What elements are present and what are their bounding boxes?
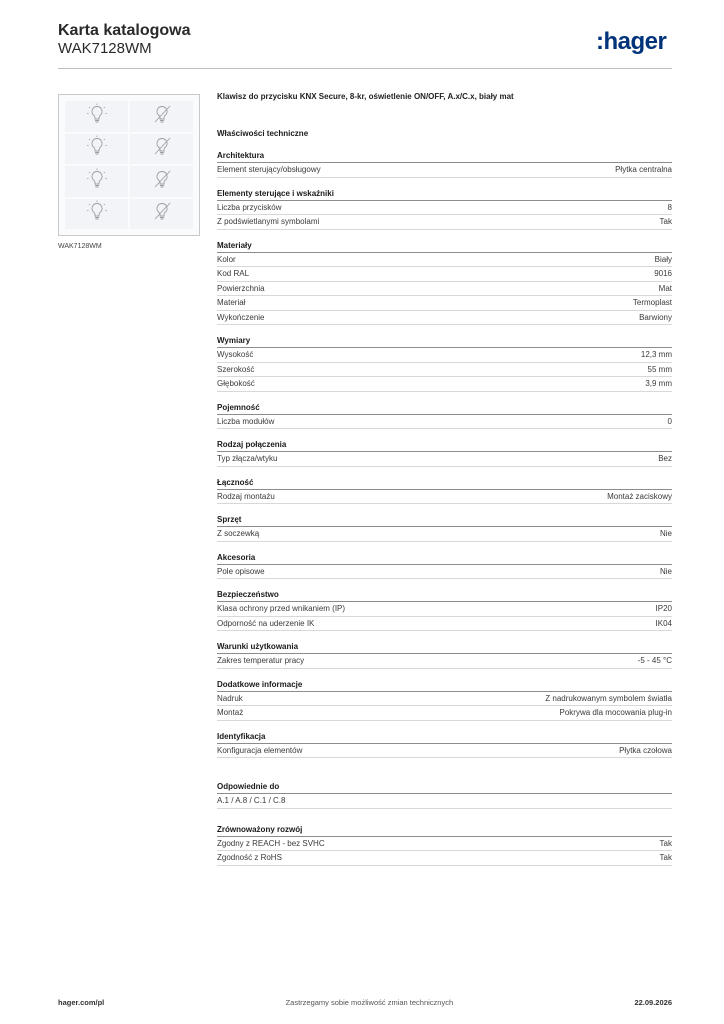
property-row [217, 415, 672, 430]
product-image-caption: WAK7128WM [58, 243, 102, 250]
section-title: Elementy sterujące i wskaźniki [217, 187, 672, 201]
property-row [217, 617, 672, 632]
property-value: Pokrywa dla mocowania plug-in [559, 708, 672, 717]
light-off-key [130, 134, 193, 165]
product-image [58, 94, 200, 236]
light-bulb-on-icon [86, 200, 108, 227]
property-label: Odporność na uderzenie IK [217, 618, 315, 628]
property-label: Typ złącza/wtyku [217, 454, 278, 463]
property-value: Płytka centralna [615, 165, 672, 174]
property-row [217, 348, 672, 363]
compatible-value: A.1 / A.8 / C.1 / C.8 [217, 794, 672, 809]
property-value: 0 [667, 416, 672, 426]
property-value: Tak [659, 217, 672, 226]
light-bulb-off-icon [151, 103, 173, 130]
light-off-key [130, 166, 193, 197]
property-value: Mat [658, 283, 672, 293]
section-title: Rodzaj połączenia [217, 438, 672, 452]
hager-logo [596, 27, 666, 57]
property-value: Barwiony [639, 312, 672, 322]
properties-heading: Właściwości techniczne [217, 129, 309, 138]
section-title: Warunki użytkowania [217, 640, 672, 654]
property-row [217, 654, 672, 669]
property-section [217, 730, 672, 759]
property-label: Głębokość [217, 379, 255, 388]
property-value: 12,3 mm [640, 350, 672, 359]
property-section [217, 640, 672, 669]
property-value: 8 [667, 202, 672, 212]
property-value: Płytka czołowa [619, 745, 672, 755]
light-bulb-on-icon [86, 135, 108, 162]
property-row [217, 363, 672, 378]
property-label: Wykończenie [217, 312, 265, 322]
property-value: 9016 [654, 269, 672, 278]
property-label: Z soczewką [217, 529, 260, 538]
property-label: Wysokość [217, 350, 254, 359]
property-value: Montaż zaciskowy [607, 491, 672, 501]
light-on-key [65, 101, 128, 132]
section-title: Identyfikacja [217, 730, 672, 744]
property-label: Zgodny z REACH - bez SVHC [217, 838, 325, 848]
property-value: 55 mm [647, 364, 672, 374]
property-section [217, 401, 672, 430]
property-value: Z nadrukowanym symbolem światła [545, 693, 672, 703]
property-label: Kolor [217, 254, 236, 264]
property-row [217, 602, 672, 617]
section-title: Zrównoważony rozwój [217, 823, 672, 837]
section-title: Pojemność [217, 401, 672, 415]
property-row [217, 377, 672, 392]
property-sections [217, 149, 672, 758]
property-value: Biały [654, 254, 672, 264]
property-section [217, 678, 672, 721]
section-title: Akcesoria [217, 551, 672, 565]
light-bulb-on-icon [86, 168, 108, 195]
property-row [217, 311, 672, 326]
product-code: WAK7128WM [58, 40, 152, 57]
property-label: Rodzaj montażu [217, 491, 275, 501]
property-row [217, 851, 672, 866]
property-value: Termoplast [632, 298, 672, 307]
section-title: Bezpieczeństwo [217, 588, 672, 602]
light-bulb-off-icon [151, 135, 173, 162]
property-label: Montaż [217, 708, 244, 717]
technical-sheet [217, 90, 672, 866]
footer-date: 22.09.2026 [634, 998, 672, 1007]
property-row [217, 692, 672, 707]
property-section [217, 334, 672, 392]
light-bulb-off-icon [151, 200, 173, 227]
property-row [217, 201, 672, 216]
property-label: Pole opisowe [217, 566, 265, 576]
property-section [217, 551, 672, 580]
sustainability-section [217, 823, 672, 866]
property-row [217, 527, 672, 542]
property-row [217, 837, 672, 852]
property-row [217, 706, 672, 721]
property-row [217, 565, 672, 580]
section-title: Łączność [217, 476, 672, 490]
property-value: IK04 [655, 618, 672, 628]
property-value: IP20 [655, 604, 672, 613]
light-bulb-off-icon [151, 168, 173, 195]
property-label: Powierzchnia [217, 283, 265, 293]
property-row [217, 163, 672, 178]
property-value: Bez [658, 454, 672, 463]
property-section [217, 438, 672, 467]
property-value: Tak [659, 853, 672, 862]
property-label: Nadruk [217, 693, 243, 703]
property-label: Z podświetlanymi symbolami [217, 217, 320, 226]
logo-text: :hager [596, 28, 667, 55]
property-row [217, 215, 672, 230]
property-label: Liczba modułów [217, 416, 275, 426]
property-row [217, 744, 672, 759]
page-title: Karta katalogowa [58, 22, 191, 39]
property-row [217, 296, 672, 311]
property-row [217, 490, 672, 505]
property-value: Tak [659, 838, 672, 848]
property-label: Szerokość [217, 364, 255, 374]
property-value: -5 - 45 °C [637, 656, 672, 665]
page-footer [58, 998, 672, 1007]
property-section [217, 476, 672, 505]
property-section [217, 588, 672, 631]
property-row [217, 282, 672, 297]
property-section [217, 513, 672, 542]
section-title: Sprzęt [217, 513, 672, 527]
product-description: Klawisz do przycisku KNX Secure, 8-kr, oświetlenie ON/OFF, A.x/C.x, biały mat [217, 92, 514, 101]
light-on-key [65, 166, 128, 197]
property-label: Zakres temperatur pracy [217, 656, 305, 665]
property-label: Liczba przycisków [217, 202, 282, 212]
section-title: Dodatkowe informacje [217, 678, 672, 692]
property-label: Kod RAL [217, 269, 250, 278]
header-divider [58, 68, 672, 69]
property-row [217, 452, 672, 467]
property-label: Klasa ochrony przed wnikaniem (IP) [217, 604, 346, 613]
property-value: Nie [659, 566, 672, 576]
property-value: Nie [659, 529, 672, 538]
light-bulb-on-icon [86, 103, 108, 130]
property-label: Materiał [217, 298, 246, 307]
footer-disclaimer: Zastrzegamy sobie możliwość zmian technicznych [285, 998, 454, 1007]
property-section [217, 239, 672, 326]
light-off-key [130, 101, 193, 132]
property-section [217, 149, 672, 178]
light-on-key [65, 134, 128, 165]
property-section [217, 187, 672, 230]
property-label: Konfiguracja elementów [217, 745, 303, 755]
property-label: Zgodność z RoHS [217, 853, 282, 862]
property-label: Element sterujący/obsługowy [217, 165, 321, 174]
section-title: Wymiary [217, 334, 672, 348]
section-title: Odpowiednie do [217, 780, 672, 794]
section-title: Architektura [217, 149, 672, 163]
property-value: 3,9 mm [645, 379, 672, 388]
property-row [217, 253, 672, 268]
property-row [217, 267, 672, 282]
compatible-section [217, 780, 672, 809]
light-on-key [65, 199, 128, 230]
section-title: Materiały [217, 239, 672, 253]
footer-website-link[interactable]: hager.com/pl [58, 998, 105, 1007]
light-off-key [130, 199, 193, 230]
